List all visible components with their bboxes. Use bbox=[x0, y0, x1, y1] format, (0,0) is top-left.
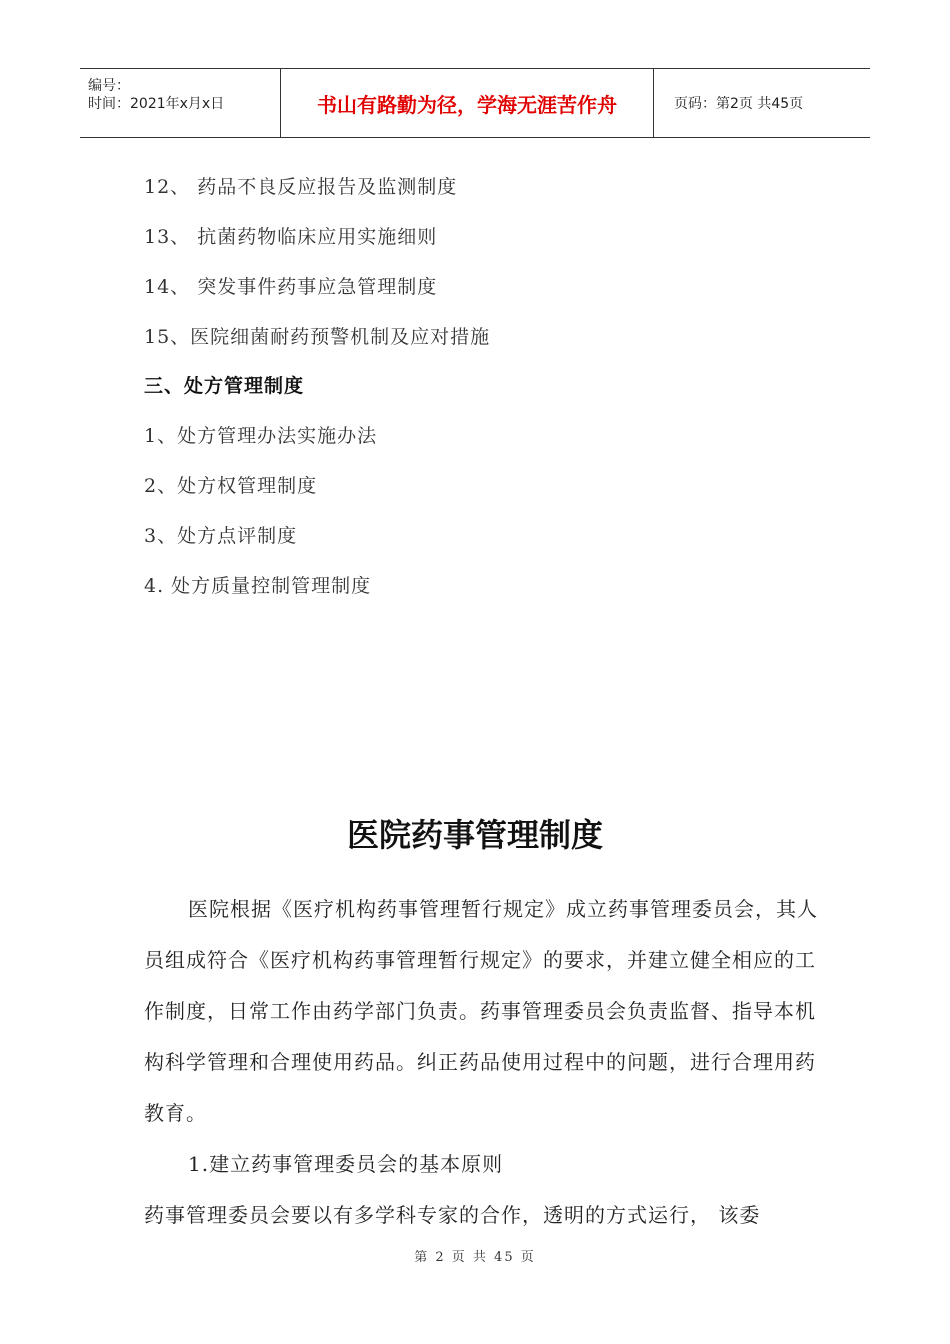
paragraph: 药事管理委员会要以有多学科专家的合作，透明的方式运行， 该委 bbox=[144, 1203, 761, 1227]
list-item: 2、处方权管理制度 bbox=[144, 475, 318, 497]
list-item: 4. 处方质量控制管理制度 bbox=[144, 575, 372, 597]
header-table bbox=[80, 68, 870, 138]
list-item: 14、 突发事件药事应急管理制度 bbox=[144, 276, 438, 298]
paragraph-subheading: 1.建立药事管理委员会的基本原则 bbox=[188, 1152, 504, 1176]
list-item: 13、 抗菌药物临床应用实施细则 bbox=[144, 226, 438, 248]
header-meta-cell bbox=[80, 69, 281, 137]
section-heading: 三、处方管理制度 bbox=[144, 375, 305, 397]
list-item: 1、处方管理办法实施办法 bbox=[144, 425, 378, 447]
page-footer: 第 2 页 共 45 页 bbox=[414, 1250, 536, 1265]
paragraph: 医院根据《医疗机构药事管理暂行规定》成立药事管理委员会，其人员组成符合《医疗机构药事管理暂行规定》的要求，并建立健全相应的工作制度，日常工作由药学部门负责。药事管理委员会负责监督、指导本机构科学管理和合理使用药品。纠正药品使用过程中的问题，进行合理用药教育。 bbox=[144, 897, 818, 1125]
document-title: 医院药事管理制度 bbox=[346, 816, 603, 854]
date-label: 时间：2021年x月x日 bbox=[88, 96, 225, 112]
list-item: 12、 药品不良反应报告及监测制度 bbox=[144, 176, 458, 198]
list-item: 3、处方点评制度 bbox=[144, 525, 298, 547]
header-slogan: 书山有路勤为径，学海无涯苦作舟 bbox=[281, 69, 654, 137]
page-info-text: 页码：第2页 共45页 bbox=[674, 96, 804, 112]
list-item: 15、医院细菌耐药预警机制及应对措施 bbox=[144, 326, 491, 348]
header-page-info bbox=[664, 69, 870, 137]
body-text bbox=[144, 884, 834, 1241]
number-label: 编号： bbox=[88, 78, 130, 94]
